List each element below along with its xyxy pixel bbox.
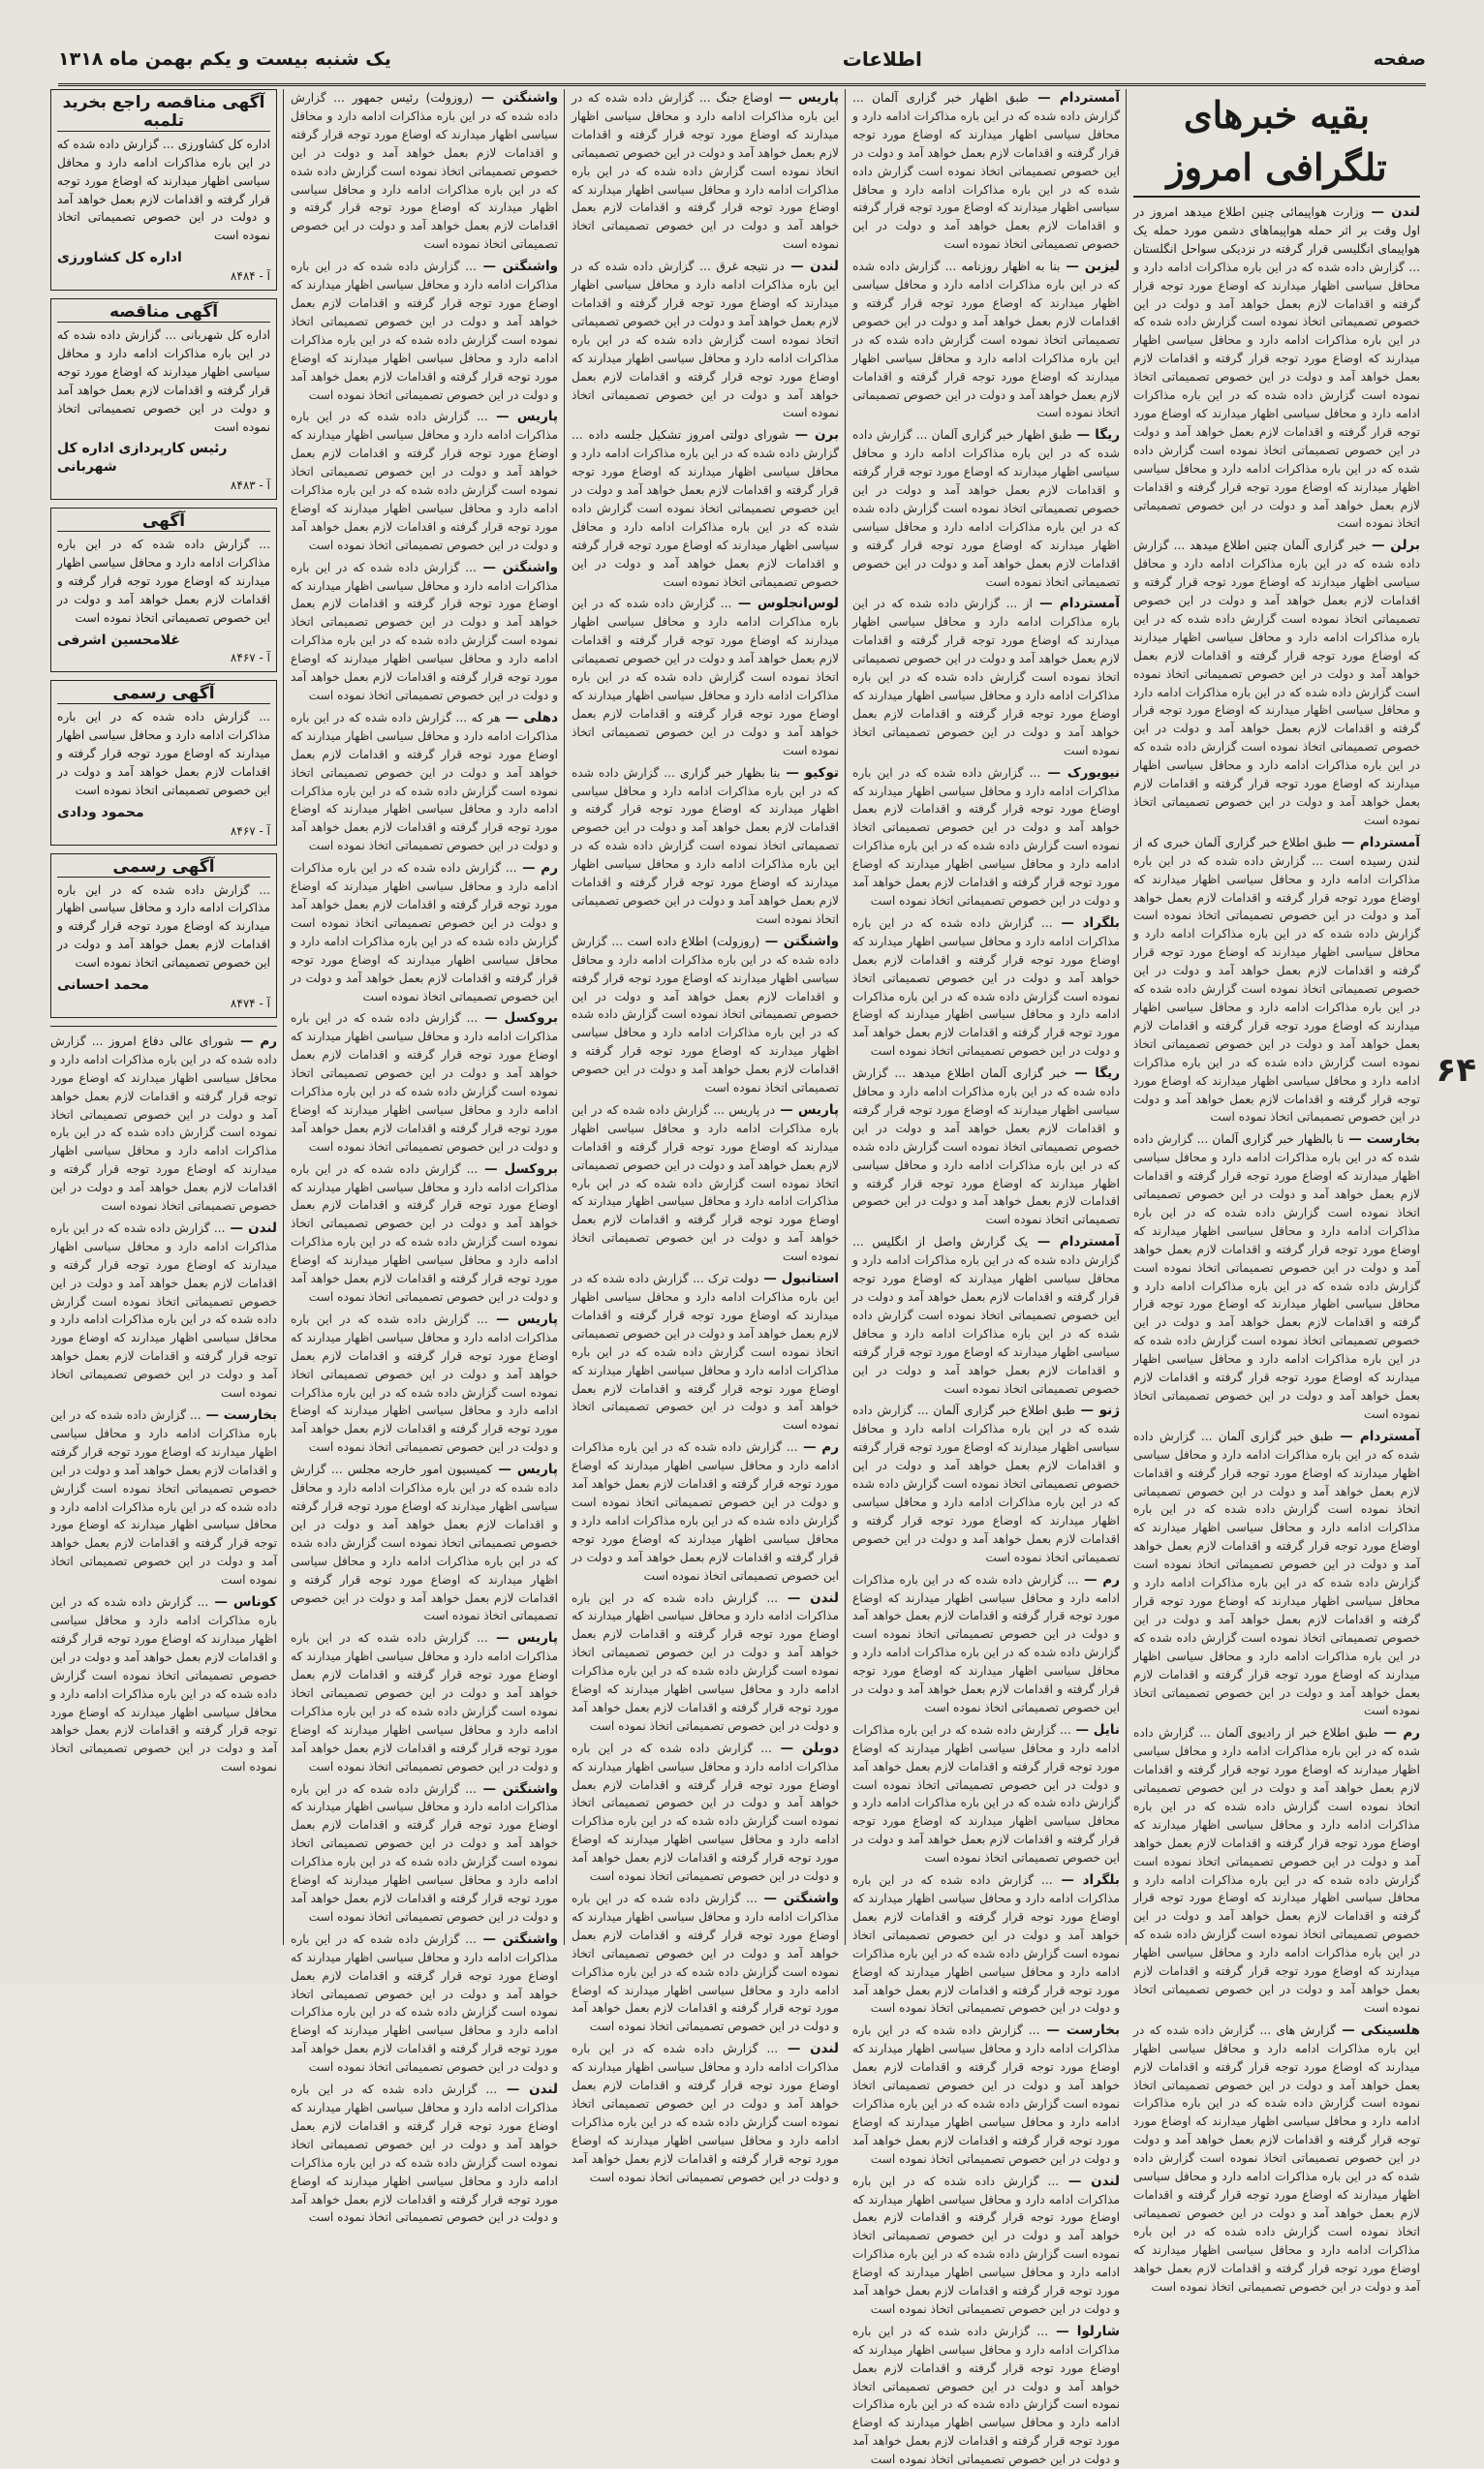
dateline: رم — <box>516 860 558 877</box>
news-text: ... <box>477 2083 498 2097</box>
news-text: ... <box>460 1011 479 1026</box>
news-item <box>852 1571 1120 1717</box>
dateline: بلگراد — <box>1052 1872 1120 1889</box>
news-item <box>852 595 1120 759</box>
dateline: لندن — <box>784 259 839 275</box>
column-rule <box>845 89 846 1945</box>
dateline: واشنگتن — <box>476 559 559 575</box>
news-text: طبق خبر گزاری آلمان ... <box>1194 1429 1334 1443</box>
news-text: طبق اظهار خبر گزاری آلمان ... <box>852 91 1029 105</box>
body-filler: گزارش داده شده که در این باره مذاکرات ادامه دارد و محافل سیاسی اظهار میدارند که اوضاع مورد توجه قرار گرفته و اقدامات لازم بعمل خواهد آمد و دولت در این خصوص تصمیماتی اتخاذ نموده است گزارش داده شده که در این باره مذاکرات ادامه دارد و محافل سیاسی اظهار میدارند که اوضاع مورد توجه قرار گرفته و اقدامات لازم بعمل خواهد آمد و دولت در این خصوص تصمیماتی اتخاذ نموده است <box>291 560 558 702</box>
news-text: ... <box>1038 2174 1060 2188</box>
news-text: ... <box>1023 765 1041 780</box>
news-item <box>572 1438 839 1585</box>
news-item <box>291 1461 558 1625</box>
ad-body: ... گزارش داده شده که در این باره مذاکرات ادامه دارد و محافل سیاسی اظهار میدارند که اوضاع مورد توجه قرار گرفته و اقدامات لازم بعمل خواهد آمد و دولت در این خصوص تصمیماتی اتخاذ نموده است <box>57 882 270 971</box>
dateline: آمستردام — <box>1028 90 1120 106</box>
news-item <box>572 1589 839 1736</box>
body-filler: گزارش داده شده که در این باره مذاکرات ادامه دارد و محافل سیاسی اظهار میدارند که اوضاع مورد توجه قرار گرفته و اقدامات لازم بعمل خواهد آمد و دولت در این خصوص تصمیماتی اتخاذ نموده است گزارش داده شده که در این باره مذاکرات ادامه دارد و محافل سیاسی اظهار میدارند که اوضاع مورد توجه قرار گرفته و اقدامات لازم بعمل خواهد آمد و دولت در این خصوص تصمیماتی اتخاذ نموده است <box>572 2042 839 2184</box>
dateline: واشنگتن — <box>473 90 558 106</box>
dateline: لوس‌انجلوس — <box>731 596 840 612</box>
news-text: در پاریس ... <box>708 1102 775 1117</box>
dateline: ریگا — <box>1067 1065 1120 1082</box>
news-item <box>1133 1428 1420 1721</box>
news-text: خبر گزاری آلمان چنین اطلاع میدهد ... <box>1168 539 1367 553</box>
body-filler: گزارش داده شده که در این باره مذاکرات ادامه دارد و محافل سیاسی اظهار میدارند که اوضاع مورد توجه قرار گرفته و اقدامات لازم بعمل خواهد آمد و دولت در این خصوص تصمیماتی اتخاذ نموده است گزارش داده شده که در این باره مذاکرات ادامه دارد و محافل سیاسی اظهار میدارند که اوضاع مورد توجه قرار گرفته و اقدامات لازم بعمل خواهد آمد و دولت در این خصوص تصمیماتی اتخاذ نموده است <box>572 765 839 926</box>
body-filler: گزارش داده شده که در این باره مذاکرات ادامه دارد و محافل سیاسی اظهار میدارند که اوضاع مورد توجه قرار گرفته و اقدامات لازم بعمل خواهد آمد و دولت در این خصوص تصمیماتی اتخاذ نموده است گزارش داده شده که در این باره مذاکرات ادامه دارد و محافل سیاسی اظهار میدارند که اوضاع مورد توجه قرار گرفته و اقدامات لازم بعمل خواهد آمد و دولت در این خصوص تصمیماتی اتخاذ نموده است گزارش داده شده که در این باره مذاکرات ادامه دارد و محافل سیاسی اظهار میدارند که اوضاع مورد توجه قرار گرفته و اقدامات لازم بعمل خواهد آمد و دولت در این خصوص تصمیماتی اتخاذ نموده است گزارش داده شده که در این باره مذاکرات ادامه دارد و محافل سیاسی اظهار میدارند که اوضاع مورد توجه قرار گرفته و اقدامات لازم بعمل خواهد آمد و دولت در این خصوص تصمیماتی اتخاذ نموده است <box>1133 1429 1420 1718</box>
news-text: گزارش های ... <box>1254 2022 1337 2037</box>
news-item <box>852 1871 1120 2018</box>
body-filler: گزارش داده شده که در این باره مذاکرات ادامه دارد و محافل سیاسی اظهار میدارند که اوضاع مورد توجه قرار گرفته و اقدامات لازم بعمل خواهد آمد و دولت در این خصوص تصمیماتی اتخاذ نموده است گزارش داده شده که در این باره مذاکرات ادامه دارد و محافل سیاسی اظهار میدارند که اوضاع مورد توجه قرار گرفته و اقدامات لازم بعمل خواهد آمد و دولت در این خصوص تصمیماتی اتخاذ نموده است گزارش داده شده که در این باره مذاکرات ادامه دارد و محافل سیاسی اظهار میدارند که اوضاع مورد توجه قرار گرفته و اقدامات لازم بعمل خواهد آمد و دولت در این خصوص تصمیماتی اتخاذ نموده است گزارش داده شده که در این باره مذاکرات ادامه دارد و محافل سیاسی اظهار میدارند که اوضاع مورد توجه قرار گرفته و اقدامات لازم بعمل خواهد آمد و دولت در این خصوص تصمیماتی اتخاذ نموده است <box>1133 539 1420 827</box>
ad-box <box>50 89 277 291</box>
column-3-items <box>572 89 839 2187</box>
news-item <box>50 1033 277 1216</box>
dateline: بخارست — <box>1039 2022 1121 2039</box>
body-filler: گزارش داده شده که در این باره مذاکرات ادامه دارد و محافل سیاسی اظهار میدارند که اوضاع مورد توجه قرار گرفته و اقدامات لازم بعمل خواهد آمد و دولت در این خصوص تصمیماتی اتخاذ نموده است گزارش داده شده که در این باره مذاکرات ادامه دارد و محافل سیاسی اظهار میدارند که اوضاع مورد توجه قرار گرفته و اقدامات لازم بعمل خواهد آمد و دولت در این خصوص تصمیماتی اتخاذ نموده است <box>852 1722 1120 1866</box>
news-text: نا بالظهار خبر گزاری آلمان ... <box>1192 1132 1345 1147</box>
news-item <box>852 89 1120 254</box>
body-filler: گزارش داده شده که در این باره مذاکرات ادامه دارد و محافل سیاسی اظهار میدارند که اوضاع مورد توجه قرار گرفته و اقدامات لازم بعمل خواهد آمد و دولت در این خصوص تصمیماتی اتخاذ نموده است گزارش داده شده که در این باره مذاکرات ادامه دارد و محافل سیاسی اظهار میدارند که اوضاع مورد توجه قرار گرفته و اقدامات لازم بعمل خواهد آمد و دولت در این خصوص تصمیماتی اتخاذ نموده است گزارش داده شده که در این باره مذاکرات ادامه دارد و محافل سیاسی اظهار میدارند که اوضاع مورد توجه قرار گرفته و اقدامات لازم بعمل خواهد آمد و دولت در این خصوص تصمیماتی اتخاذ نموده است گزارش داده شده که در این باره مذاکرات ادامه دارد و محافل سیاسی اظهار میدارند که اوضاع مورد توجه قرار گرفته و اقدامات لازم بعمل خواهد آمد و دولت در این خصوص تصمیماتی اتخاذ نموده است <box>1133 260 1420 531</box>
dateline: پاریس — <box>775 1101 839 1118</box>
news-item <box>291 258 558 404</box>
body-filler: گزارش داده شده که در این باره مذاکرات ادامه دارد و محافل سیاسی اظهار میدارند که اوضاع مورد توجه قرار گرفته و اقدامات لازم بعمل خواهد آمد و دولت در این خصوص تصمیماتی اتخاذ نموده است گزارش داده شده که در این باره مذاکرات ادامه دارد و محافل سیاسی اظهار میدارند که اوضاع مورد توجه قرار گرفته و اقدامات لازم بعمل خواهد آمد و دولت در این خصوص تصمیماتی اتخاذ نموده است <box>291 1931 558 2075</box>
dateline: بخارست — <box>201 1407 278 1423</box>
news-text: ... <box>740 1892 757 1905</box>
news-item <box>291 89 558 254</box>
column-3 <box>572 89 840 2184</box>
body-filler: گزارش داده شده که در این باره مذاکرات ادامه دارد و محافل سیاسی اظهار میدارند که اوضاع مورد توجه قرار گرفته و اقدامات لازم بعمل خواهد آمد و دولت در این خصوص تصمیماتی اتخاذ نموده است گزارش داده شده که در این باره مذاکرات ادامه دارد و محافل سیاسی اظهار میدارند که اوضاع مورد توجه قرار گرفته و اقدامات لازم بعمل خواهد آمد و دولت در این خصوص تصمیماتی اتخاذ نموده است <box>852 915 1120 1059</box>
dateline: واشنگتن — <box>757 1891 840 1906</box>
body-filler: گزارش داده شده که در این باره مذاکرات ادامه دارد و محافل سیاسی اظهار میدارند که اوضاع مورد توجه قرار گرفته و اقدامات لازم بعمل خواهد آمد و دولت در این خصوص تصمیماتی اتخاذ نموده است گزارش داده شده که در این باره مذاکرات ادامه دارد و محافل سیاسی اظهار میدارند که اوضاع مورد توجه قرار گرفته و اقدامات لازم بعمل خواهد آمد و دولت در این خصوص تصمیماتی اتخاذ نموده است <box>291 2083 558 2225</box>
news-text: از ... <box>1000 597 1033 611</box>
dateline: کوناس — <box>208 1594 278 1611</box>
news-text: کمیسیون امور خارجه مجلس ... <box>325 1463 493 1477</box>
body-filler: گزارش داده شده که در این باره مذاکرات ادامه دارد و محافل سیاسی اظهار میدارند که اوضاع مورد توجه قرار گرفته و اقدامات لازم بعمل خواهد آمد و دولت در این خصوص تصمیماتی اتخاذ نموده است گزارش داده شده که در این باره مذاکرات ادامه دارد و محافل سیاسی اظهار میدارند که اوضاع مورد توجه قرار گرفته و اقدامات لازم بعمل خواهد آمد و دولت در این خصوص تصمیماتی اتخاذ نموده است <box>572 91 839 252</box>
body-filler: گزارش داده شده که در این باره مذاکرات ادامه دارد و محافل سیاسی اظهار میدارند که اوضاع مورد توجه قرار گرفته و اقدامات لازم بعمل خواهد آمد و دولت در این خصوص تصمیماتی اتخاذ نموده است گزارش داده شده که در این باره مذاکرات ادامه دارد و محافل سیاسی اظهار میدارند که اوضاع مورد توجه قرار گرفته و اقدامات لازم بعمل خواهد آمد و دولت در این خصوص تصمیماتی اتخاذ نموده است <box>852 1066 1120 1227</box>
news-text: شورای عالی دفاع امروز ... <box>85 1034 234 1048</box>
news-item <box>852 1721 1120 1867</box>
news-item <box>291 1930 558 2077</box>
dateline: نیویورک — <box>1040 764 1121 781</box>
news-item <box>572 1270 839 1435</box>
news-item <box>852 1233 1120 1398</box>
news-text: ... <box>1022 2023 1040 2038</box>
dateline: دوبلن — <box>771 1740 840 1756</box>
news-text: ... <box>459 1931 477 1946</box>
dateline: بروکسل — <box>478 1010 559 1027</box>
dateline: لندن — <box>497 2082 559 2098</box>
dateline: استانبول — <box>758 1271 839 1287</box>
news-text: شورای دولتی امروز تشکیل جلسه داده ... <box>572 428 788 443</box>
body-filler: گزارش داده شده که در این باره مذاکرات ادامه دارد و محافل سیاسی اظهار میدارند که اوضاع مورد توجه قرار گرفته و اقدامات لازم بعمل خواهد آمد و دولت در این خصوص تصمیماتی اتخاذ نموده است گزارش داده شده که در این باره مذاکرات ادامه دارد و محافل سیاسی اظهار میدارند که اوضاع مورد توجه قرار گرفته و اقدامات لازم بعمل خواهد آمد و دولت در این خصوص تصمیماتی اتخاذ نموده است <box>852 260 1120 420</box>
dateline: لندن — <box>778 2041 840 2057</box>
body-filler: گزارش داده شده که در این باره مذاکرات ادامه دارد و محافل سیاسی اظهار میدارند که اوضاع مورد توجه قرار گرفته و اقدامات لازم بعمل خواهد آمد و دولت در این خصوص تصمیماتی اتخاذ نموده است گزارش داده شده که در این باره مذاکرات ادامه دارد و محافل سیاسی اظهار میدارند که اوضاع مورد توجه قرار گرفته و اقدامات لازم بعمل خواهد آمد و دولت در این خصوص تصمیماتی اتخاذ نموده است <box>291 1463 558 1623</box>
ad-body: ... گزارش داده شده که در این باره مذاکرات ادامه دارد و محافل سیاسی اظهار میدارند که اوضاع مورد توجه قرار گرفته و اقدامات لازم بعمل خواهد آمد و دولت در این خصوص تصمیماتی اتخاذ نموده است <box>57 538 270 625</box>
news-item <box>291 559 558 705</box>
news-text: ... <box>459 1781 477 1796</box>
dateline: توکیو — <box>780 764 840 781</box>
news-text: (روزولت) رئیس جمهور ... <box>325 91 474 105</box>
body-filler: گزارش داده شده که در این باره مذاکرات ادامه دارد و محافل سیاسی اظهار میدارند که اوضاع مورد توجه قرار گرفته و اقدامات لازم بعمل خواهد آمد و دولت در این خصوص تصمیماتی اتخاذ نموده است گزارش داده شده که در این باره مذاکرات ادامه دارد و محافل سیاسی اظهار میدارند که اوضاع مورد توجه قرار گرفته و اقدامات لازم بعمل خواهد آمد و دولت در این خصوص تصمیماتی اتخاذ نموده است <box>572 260 839 420</box>
news-item <box>572 1890 839 2036</box>
ad-number: آ - ۸۴۷۴ <box>230 996 270 1010</box>
news-text: ... <box>1056 1722 1071 1737</box>
news-item <box>1133 834 1420 1127</box>
dateline: پاریس — <box>487 1630 558 1647</box>
section-title: بقیه خبرهای تلگرافی امروز <box>1133 89 1420 198</box>
ad-signature: اداره کل کشاورزی <box>57 250 182 266</box>
news-text: ... <box>501 861 517 876</box>
news-item <box>1133 537 1420 830</box>
news-text: بنا بظهار خبر گزاری ... <box>659 765 781 780</box>
body-filler: گزارش داده شده که در این باره مذاکرات ادامه دارد و محافل سیاسی اظهار میدارند که اوضاع مورد توجه قرار گرفته و اقدامات لازم بعمل خواهد آمد و دولت در این خصوص تصمیماتی اتخاذ نموده است گزارش داده شده که در این باره مذاکرات ادامه دارد و محافل سیاسی اظهار میدارند که اوضاع مورد توجه قرار گرفته و اقدامات لازم بعمل خواهد آمد و دولت در این خصوص تصمیماتی اتخاذ نموده است <box>572 1892 839 2034</box>
body-filler: گزارش داده شده که در این باره مذاکرات ادامه دارد و محافل سیاسی اظهار میدارند که اوضاع مورد توجه قرار گرفته و اقدامات لازم بعمل خواهد آمد و دولت در این خصوص تصمیماتی اتخاذ نموده است گزارش داده شده که در این باره مذاکرات ادامه دارد و محافل سیاسی اظهار میدارند که اوضاع مورد توجه قرار گرفته و اقدامات لازم بعمل خواهد آمد و دولت در این خصوص تصمیماتی اتخاذ نموده است <box>291 91 558 252</box>
news-text: خبر گزاری آلمان اطلاع میدهد ... <box>887 1066 1067 1081</box>
news-item <box>852 764 1120 910</box>
dateline: رم — <box>1377 1725 1420 1742</box>
dateline: پاریس — <box>487 409 558 425</box>
dateline: نایل — <box>1070 1721 1120 1738</box>
ad-body: اداره کل کشاورزی ... گزارش داده شده که در این باره مذاکرات ادامه دارد و محافل سیاسی اظهار میدارند که اوضاع مورد توجه قرار گرفته و اقدامات لازم بعمل خواهد آمد و دولت در این خصوص تصمیماتی اتخاذ نموده است <box>57 137 270 243</box>
ad-title: آگهی رسمی <box>57 685 270 704</box>
dateline: لندن — <box>1059 2173 1121 2189</box>
news-text: ... <box>753 1741 772 1755</box>
dateline: واشنگتن — <box>476 1780 559 1797</box>
news-text: یک گزارش واصل از انگلیس ... <box>852 1235 1029 1250</box>
news-text: ... <box>469 1312 488 1326</box>
news-item <box>572 1101 839 1266</box>
news-item <box>572 89 839 254</box>
ad-number: آ - ۸۴۸۳ <box>230 478 270 493</box>
body-filler: گزارش داده شده که در این باره مذاکرات ادامه دارد و محافل سیاسی اظهار میدارند که اوضاع مورد توجه قرار گرفته و اقدامات لازم بعمل خواهد آمد و دولت در این خصوص تصمیماتی اتخاذ نموده است گزارش داده شده که در این باره مذاکرات ادامه دارد و محافل سیاسی اظهار میدارند که اوضاع مورد توجه قرار گرفته و اقدامات لازم بعمل خواهد آمد و دولت در این خصوص تصمیماتی اتخاذ نموده است <box>572 934 839 1096</box>
news-text: ... <box>186 1408 201 1422</box>
column-1-items <box>1133 203 1420 2296</box>
issue-date: یک شنبه بیست و یکم بهمن ماه ۱۳۱۸ <box>58 48 391 70</box>
news-item <box>852 1402 1120 1566</box>
news-text: ... <box>1034 915 1053 930</box>
dateline: برلن — <box>1366 538 1420 554</box>
dateline: بروکسل — <box>478 1160 559 1177</box>
page-label: صفحه <box>1373 48 1426 70</box>
column-4-items <box>291 89 558 2227</box>
body-filler: گزارش داده شده که در این باره مذاکرات ادامه دارد و محافل سیاسی اظهار میدارند که اوضاع مورد توجه قرار گرفته و اقدامات لازم بعمل خواهد آمد و دولت در این خصوص تصمیماتی اتخاذ نموده است گزارش داده شده که در این باره مذاکرات ادامه دارد و محافل سیاسی اظهار میدارند که اوضاع مورد توجه قرار گرفته و اقدامات لازم بعمل خواهد آمد و دولت در این خصوص تصمیماتی اتخاذ نموده است گزارش داده شده که در این باره مذاکرات ادامه دارد و محافل سیاسی اظهار میدارند که اوضاع مورد توجه قرار گرفته و اقدامات لازم بعمل خواهد آمد و دولت در این خصوص تصمیماتی اتخاذ نموده است گزارش داده شده که در این باره مذاکرات ادامه دارد و محافل سیاسی اظهار میدارند که اوضاع مورد توجه قرار گرفته و اقدامات لازم بعمل خواهد آمد و دولت در این خصوص تصمیماتی اتخاذ نموده است <box>1133 1132 1420 1421</box>
dateline: دهلی — <box>500 709 559 725</box>
news-text: طبق اطلاع خبر گزاری آلمان خبری که از لندن رسیده است ... <box>1133 835 1420 868</box>
news-text: ... <box>469 410 488 424</box>
column-5-items <box>50 1033 277 1776</box>
dateline: هلسینکی — <box>1336 2021 1420 2038</box>
news-text: ... <box>715 597 732 611</box>
column-2 <box>852 89 1121 2467</box>
body-filler: گزارش داده شده که در این باره مذاکرات ادامه دارد و محافل سیاسی اظهار میدارند که اوضاع مورد توجه قرار گرفته و اقدامات لازم بعمل خواهد آمد و دولت در این خصوص تصمیماتی اتخاذ نموده است گزارش داده شده که در این باره مذاکرات ادامه دارد و محافل سیاسی اظهار میدارند که اوضاع مورد توجه قرار گرفته و اقدامات لازم بعمل خواهد آمد و دولت در این خصوص تصمیماتی اتخاذ نموده است <box>291 410 558 552</box>
news-text: دولت ترک ... <box>688 1272 759 1286</box>
ad-box <box>50 680 277 845</box>
news-text: (روزولت) اطلاع داده است ... <box>606 934 760 948</box>
news-item <box>572 426 839 591</box>
news-item <box>852 258 1120 422</box>
ad-title: آگهی رسمی <box>57 858 270 878</box>
news-text: ... <box>460 1161 479 1176</box>
body-filler: گزارش داده شده که در این باره مذاکرات ادامه دارد و محافل سیاسی اظهار میدارند که اوضاع مورد توجه قرار گرفته و اقدامات لازم بعمل خواهد آمد و دولت در این خصوص تصمیماتی اتخاذ نموده است گزارش داده شده که در این باره مذاکرات ادامه دارد و محافل سیاسی اظهار میدارند که اوضاع مورد توجه قرار گرفته و اقدامات لازم بعمل خواهد آمد و دولت در این خصوص تصمیماتی اتخاذ نموده است <box>852 1873 1120 2016</box>
news-item <box>291 709 558 855</box>
news-text: طبق اطلاع خبر از رادیوی آلمان ... <box>1193 1726 1378 1741</box>
ad-box <box>50 298 277 500</box>
news-item <box>50 1219 277 1403</box>
column-rule <box>1126 89 1127 1945</box>
news-item <box>852 2021 1120 2168</box>
body-filler: گزارش داده شده که در این باره مذاکرات ادامه دارد و محافل سیاسی اظهار میدارند که اوضاع مورد توجه قرار گرفته و اقدامات لازم بعمل خواهد آمد و دولت در این خصوص تصمیماتی اتخاذ نموده است گزارش داده شده که در این باره مذاکرات ادامه دارد و محافل سیاسی اظهار میدارند که اوضاع مورد توجه قرار گرفته و اقدامات لازم بعمل خواهد آمد و دولت در این خصوص تصمیماتی اتخاذ نموده است <box>291 710 558 853</box>
news-item <box>291 1160 558 1307</box>
dateline: لندن — <box>778 1589 840 1606</box>
body-filler: گزارش داده شده که در این باره مذاکرات ادامه دارد و محافل سیاسی اظهار میدارند که اوضاع مورد توجه قرار گرفته و اقدامات لازم بعمل خواهد آمد و دولت در این خصوص تصمیماتی اتخاذ نموده است گزارش داده شده که در این باره مذاکرات ادامه دارد و محافل سیاسی اظهار میدارند که اوضاع مورد توجه قرار گرفته و اقدامات لازم بعمل خواهد آمد و دولت در این خصوص تصمیماتی اتخاذ نموده است <box>50 1034 277 1214</box>
ad-body: ... گزارش داده شده که در این باره مذاکرات ادامه دارد و محافل سیاسی اظهار میدارند که اوضاع مورد توجه قرار گرفته و اقدامات لازم بعمل خواهد آمد و دولت در این خصوص تصمیماتی اتخاذ نموده است <box>57 710 270 797</box>
body-filler: گزارش داده شده که در این باره مذاکرات ادامه دارد و محافل سیاسی اظهار میدارند که اوضاع مورد توجه قرار گرفته و اقدامات لازم بعمل خواهد آمد و دولت در این خصوص تصمیماتی اتخاذ نموده است گزارش داده شده که در این باره مذاکرات ادامه دارد و محافل سیاسی اظهار میدارند که اوضاع مورد توجه قرار گرفته و اقدامات لازم بعمل خواهد آمد و دولت در این خصوص تصمیماتی اتخاذ نموده است <box>572 1741 839 1884</box>
ad-signature: رئیس کارپردازی اداره کل شهربانی <box>57 441 228 476</box>
news-text: اوضاع جنگ ... <box>694 91 773 105</box>
news-text: ... <box>757 2042 779 2056</box>
dateline: رم — <box>233 1033 277 1049</box>
column-4 <box>291 89 559 2225</box>
news-item <box>291 1311 558 1457</box>
body-filler: گزارش داده شده که در این باره مذاکرات ادامه دارد و محافل سیاسی اظهار میدارند که اوضاع مورد توجه قرار گرفته و اقدامات لازم بعمل خواهد آمد و دولت در این خصوص تصمیماتی اتخاذ نموده است گزارش داده شده که در این باره مذاکرات ادامه دارد و محافل سیاسی اظهار میدارند که اوضاع مورد توجه قرار گرفته و اقدامات لازم بعمل خواهد آمد و دولت در این خصوص تصمیماتی اتخاذ نموده است <box>852 108 1120 252</box>
news-item <box>852 2173 1120 2319</box>
ad-title: آگهی <box>57 512 270 532</box>
body-filler: گزارش داده شده که در این باره مذاکرات ادامه دارد و محافل سیاسی اظهار میدارند که اوضاع مورد توجه قرار گرفته و اقدامات لازم بعمل خواهد آمد و دولت در این خصوص تصمیماتی اتخاذ نموده است گزارش داده شده که در این باره مذاکرات ادامه دارد و محافل سیاسی اظهار میدارند که اوضاع مورد توجه قرار گرفته و اقدامات لازم بعمل خواهد آمد و دولت در این خصوص تصمیماتی اتخاذ نموده است <box>50 1220 277 1401</box>
news-item <box>852 914 1120 1061</box>
news-item <box>572 258 839 422</box>
dateline: پاریس — <box>772 90 839 106</box>
news-item <box>572 764 839 929</box>
body-filler: گزارش داده شده که در این باره مذاکرات ادامه دارد و محافل سیاسی اظهار میدارند که اوضاع مورد توجه قرار گرفته و اقدامات لازم بعمل خواهد آمد و دولت در این خصوص تصمیماتی اتخاذ نموده است گزارش داده شده که در این باره مذاکرات ادامه دارد و محافل سیاسی اظهار میدارند که اوضاع مورد توجه قرار گرفته و اقدامات لازم بعمل خواهد آمد و دولت در این خصوص تصمیماتی اتخاذ نموده است <box>291 1631 558 1774</box>
dateline: آمستردام — <box>1028 1234 1120 1250</box>
body-filler: گزارش داده شده که در این باره مذاکرات ادامه دارد و محافل سیاسی اظهار میدارند که اوضاع مورد توجه قرار گرفته و اقدامات لازم بعمل خواهد آمد و دولت در این خصوص تصمیماتی اتخاذ نموده است گزارش داده شده که در این باره مذاکرات ادامه دارد و محافل سیاسی اظهار میدارند که اوضاع مورد توجه قرار گرفته و اقدامات لازم بعمل خواهد آمد و دولت در این خصوص تصمیماتی اتخاذ نموده است <box>291 1312 558 1455</box>
news-item <box>572 1740 839 1886</box>
dateline: آمستردام — <box>1333 1428 1420 1444</box>
ad-number: آ - ۸۴۸۴ <box>230 269 270 284</box>
dateline: واشنگتن — <box>759 933 840 949</box>
body-filler: گزارش داده شده که در این باره مذاکرات ادامه دارد و محافل سیاسی اظهار میدارند که اوضاع مورد توجه قرار گرفته و اقدامات لازم بعمل خواهد آمد و دولت در این خصوص تصمیماتی اتخاذ نموده است گزارش داده شده که در این باره مذاکرات ادامه دارد و محافل سیاسی اظهار میدارند که اوضاع مورد توجه قرار گرفته و اقدامات لازم بعمل خواهد آمد و دولت در این خصوص تصمیماتی اتخاذ نموده است <box>572 1272 839 1433</box>
body-filler: گزارش داده شده که در این باره مذاکرات ادامه دارد و محافل سیاسی اظهار میدارند که اوضاع مورد توجه قرار گرفته و اقدامات لازم بعمل خواهد آمد و دولت در این خصوص تصمیماتی اتخاذ نموده است گزارش داده شده که در این باره مذاکرات ادامه دارد و محافل سیاسی اظهار میدارند که اوضاع مورد توجه قرار گرفته و اقدامات لازم بعمل خواهد آمد و دولت در این خصوص تصمیماتی اتخاذ نموده است <box>852 765 1120 908</box>
news-item <box>50 1406 277 1589</box>
divider <box>50 1026 277 1027</box>
news-item <box>572 933 839 1097</box>
news-item <box>1133 1130 1420 1424</box>
body-filler: گزارش داده شده که در این باره مذاکرات ادامه دارد و محافل سیاسی اظهار میدارند که اوضاع مورد توجه قرار گرفته و اقدامات لازم بعمل خواهد آمد و دولت در این خصوص تصمیماتی اتخاذ نموده است گزارش داده شده که در این باره مذاکرات ادامه دارد و محافل سیاسی اظهار میدارند که اوضاع مورد توجه قرار گرفته و اقدامات لازم بعمل خواهد آمد و دولت در این خصوص تصمیماتی اتخاذ نموده است <box>852 428 1120 589</box>
news-text: ... <box>192 1595 209 1610</box>
news-text: ... <box>459 560 477 574</box>
dateline: واشنگتن — <box>476 259 559 275</box>
column-rule <box>564 89 565 1945</box>
body-filler: گزارش داده شده که در این باره مذاکرات ادامه دارد و محافل سیاسی اظهار میدارند که اوضاع مورد توجه قرار گرفته و اقدامات لازم بعمل خواهد آمد و دولت در این خصوص تصمیماتی اتخاذ نموده است گزارش داده شده که در این باره مذاکرات ادامه دارد و محافل سیاسی اظهار میدارند که اوضاع مورد توجه قرار گرفته و اقدامات لازم بعمل خواهد آمد و دولت در این خصوص تصمیماتی اتخاذ نموده است <box>291 1161 558 1304</box>
body-filler: گزارش داده شده که در این باره مذاکرات ادامه دارد و محافل سیاسی اظهار میدارند که اوضاع مورد توجه قرار گرفته و اقدامات لازم بعمل خواهد آمد و دولت در این خصوص تصمیماتی اتخاذ نموده است گزارش داده شده که در این باره مذاکرات ادامه دارد و محافل سیاسی اظهار میدارند که اوضاع مورد توجه قرار گرفته و اقدامات لازم بعمل خواهد آمد و دولت در این خصوص تصمیماتی اتخاذ نموده است <box>852 2174 1120 2316</box>
ad-box <box>50 853 277 1018</box>
body-filler: گزارش داده شده که در این باره مذاکرات ادامه دارد و محافل سیاسی اظهار میدارند که اوضاع مورد توجه قرار گرفته و اقدامات لازم بعمل خواهد آمد و دولت در این خصوص تصمیماتی اتخاذ نموده است گزارش داده شده که در این باره مذاکرات ادامه دارد و محافل سیاسی اظهار میدارند که اوضاع مورد توجه قرار گرفته و اقدامات لازم بعمل خواهد آمد و دولت در این خصوص تصمیماتی اتخاذ نموده است <box>291 861 558 1003</box>
body-filler: گزارش داده شده که در این باره مذاکرات ادامه دارد و محافل سیاسی اظهار میدارند که اوضاع مورد توجه قرار گرفته و اقدامات لازم بعمل خواهد آمد و دولت در این خصوص تصمیماتی اتخاذ نموده است گزارش داده شده که در این باره مذاکرات ادامه دارد و محافل سیاسی اظهار میدارند که اوضاع مورد توجه قرار گرفته و اقدامات لازم بعمل خواهد آمد و دولت در این خصوص تصمیماتی اتخاذ نموده است <box>852 1404 1120 1564</box>
body-filler: گزارش داده شده که در این باره مذاکرات ادامه دارد و محافل سیاسی اظهار میدارند که اوضاع مورد توجه قرار گرفته و اقدامات لازم بعمل خواهد آمد و دولت در این خصوص تصمیماتی اتخاذ نموده است گزارش داده شده که در این باره مذاکرات ادامه دارد و محافل سیاسی اظهار میدارند که اوضاع مورد توجه قرار گرفته و اقدامات لازم بعمل خواهد آمد و دولت در این خصوص تصمیماتی اتخاذ نموده است <box>852 1253 1120 1396</box>
news-item <box>291 408 558 554</box>
body-filler: گزارش داده شده که در این باره مذاکرات ادامه دارد و محافل سیاسی اظهار میدارند که اوضاع مورد توجه قرار گرفته و اقدامات لازم بعمل خواهد آمد و دولت در این خصوص تصمیماتی اتخاذ نموده است گزارش داده شده که در این باره مذاکرات ادامه دارد و محافل سیاسی اظهار میدارند که اوضاع مورد توجه قرار گرفته و اقدامات لازم بعمل خواهد آمد و دولت در این خصوص تصمیماتی اتخاذ نموده است <box>852 597 1120 757</box>
news-item <box>1133 203 1420 533</box>
news-text: طبق اظهار خبر گزاری آلمان ... <box>912 428 1072 443</box>
news-text: ... <box>1063 1572 1079 1587</box>
dateline: آمستردام — <box>1336 834 1420 850</box>
body-filler: گزارش داده شده که در این باره مذاکرات ادامه دارد و محافل سیاسی اظهار میدارند که اوضاع مورد توجه قرار گرفته و اقدامات لازم بعمل خواهد آمد و دولت در این خصوص تصمیماتی اتخاذ نموده است گزارش داده شده که در این باره مذاکرات ادامه دارد و محافل سیاسی اظهار میدارند که اوضاع مورد توجه قرار گرفته و اقدامات لازم بعمل خواهد آمد و دولت در این خصوص تصمیماتی اتخاذ نموده است <box>50 1408 277 1588</box>
news-item <box>852 2323 1120 2469</box>
dateline: واشنگتن — <box>476 1930 559 1947</box>
body-filler: گزارش داده شده که در این باره مذاکرات ادامه دارد و محافل سیاسی اظهار میدارند که اوضاع مورد توجه قرار گرفته و اقدامات لازم بعمل خواهد آمد و دولت در این خصوص تصمیماتی اتخاذ نموده است گزارش داده شده که در این باره مذاکرات ادامه دارد و محافل سیاسی اظهار میدارند که اوضاع مورد توجه قرار گرفته و اقدامات لازم بعمل خواهد آمد و دولت در این خصوص تصمیماتی اتخاذ نموده است گزارش داده شده که در این باره مذاکرات ادامه دارد و محافل سیاسی اظهار میدارند که اوضاع مورد توجه قرار گرفته و اقدامات لازم بعمل خواهد آمد و دولت در این خصوص تصمیماتی اتخاذ نموده است گزارش داده شده که در این باره مذاکرات ادامه دارد و محافل سیاسی اظهار میدارند که اوضاع مورد توجه قرار گرفته و اقدامات لازم بعمل خواهد آمد و دولت در این خصوص تصمیماتی اتخاذ نموده است <box>1133 2022 1420 2294</box>
ad-signature: محمود ودادی <box>57 804 144 820</box>
news-item <box>50 1593 277 1776</box>
masthead <box>58 35 1426 86</box>
body-filler: گزارش داده شده که در این باره مذاکرات ادامه دارد و محافل سیاسی اظهار میدارند که اوضاع مورد توجه قرار گرفته و اقدامات لازم بعمل خواهد آمد و دولت در این خصوص تصمیماتی اتخاذ نموده است گزارش داده شده که در این باره مذاکرات ادامه دارد و محافل سیاسی اظهار میدارند که اوضاع مورد توجه قرار گرفته و اقدامات لازم بعمل خواهد آمد و دولت در این خصوص تصمیماتی اتخاذ نموده است <box>572 597 839 757</box>
body-filler: گزارش داده شده که در این باره مذاکرات ادامه دارد و محافل سیاسی اظهار میدارند که اوضاع مورد توجه قرار گرفته و اقدامات لازم بعمل خواهد آمد و دولت در این خصوص تصمیماتی اتخاذ نموده است گزارش داده شده که در این باره مذاکرات ادامه دارد و محافل سیاسی اظهار میدارند که اوضاع مورد توجه قرار گرفته و اقدامات لازم بعمل خواهد آمد و دولت در این خصوص تصمیماتی اتخاذ نموده است <box>852 1572 1120 1714</box>
dateline: لندن — <box>225 1219 277 1236</box>
news-text: ... <box>209 1220 226 1235</box>
body-filler: گزارش داده شده که در این باره مذاکرات ادامه دارد و محافل سیاسی اظهار میدارند که اوضاع مورد توجه قرار گرفته و اقدامات لازم بعمل خواهد آمد و دولت در این خصوص تصمیماتی اتخاذ نموده است گزارش داده شده که در این باره مذاکرات ادامه دارد و محافل سیاسی اظهار میدارند که اوضاع مورد توجه قرار گرفته و اقدامات لازم بعمل خواهد آمد و دولت در این خصوص تصمیماتی اتخاذ نموده است گزارش داده شده که در این باره مذاکرات ادامه دارد و محافل سیاسی اظهار میدارند که اوضاع مورد توجه قرار گرفته و اقدامات لازم بعمل خواهد آمد و دولت در این خصوص تصمیماتی اتخاذ نموده است گزارش داده شده که در این باره مذاکرات ادامه دارد و محافل سیاسی اظهار میدارند که اوضاع مورد توجه قرار گرفته و اقدامات لازم بعمل خواهد آمد و دولت در این خصوص تصمیماتی اتخاذ نموده است <box>1133 1726 1420 2015</box>
body-filler: گزارش داده شده که در این باره مذاکرات ادامه دارد و محافل سیاسی اظهار میدارند که اوضاع مورد توجه قرار گرفته و اقدامات لازم بعمل خواهد آمد و دولت در این خصوص تصمیماتی اتخاذ نموده است گزارش داده شده که در این باره مذاکرات ادامه دارد و محافل سیاسی اظهار میدارند که اوضاع مورد توجه قرار گرفته و اقدامات لازم بعمل خواهد آمد و دولت در این خصوص تصمیماتی اتخاذ نموده است <box>291 1011 558 1154</box>
column-rule <box>283 89 284 1945</box>
news-item <box>291 1009 558 1156</box>
ad-body: اداره کل شهربانی ... گزارش داده شده که در این باره مذاکرات ادامه دارد و محافل سیاسی اظهار میدارند که اوضاع مورد توجه قرار گرفته و اقدامات لازم بعمل خواهد آمد و دولت در این خصوص تصمیماتی اتخاذ نموده است <box>57 327 270 434</box>
body-filler: گزارش داده شده که در این باره مذاکرات ادامه دارد و محافل سیاسی اظهار میدارند که اوضاع مورد توجه قرار گرفته و اقدامات لازم بعمل خواهد آمد و دولت در این خصوص تصمیماتی اتخاذ نموده است گزارش داده شده که در این باره مذاکرات ادامه دارد و محافل سیاسی اظهار میدارند که اوضاع مورد توجه قرار گرفته و اقدامات لازم بعمل خواهد آمد و دولت در این خصوص تصمیماتی اتخاذ نموده است <box>572 1440 839 1583</box>
news-item <box>852 426 1120 591</box>
dateline: رم — <box>1078 1571 1120 1588</box>
news-text: ... <box>782 1440 798 1455</box>
news-text: هر که ... <box>451 710 501 725</box>
column-5-ads <box>50 89 277 1945</box>
news-item <box>572 595 839 759</box>
news-text: در نتیجه غرق ... <box>694 260 785 274</box>
dateline: بلگراد — <box>1052 914 1120 931</box>
news-text: ... <box>1030 2324 1048 2338</box>
ad-title: آگهی مناقصه راجع بخرید تلمبه <box>57 94 270 132</box>
ad-number: آ - ۸۴۶۷ <box>230 651 270 665</box>
body-filler: گزارش داده شده که در این باره مذاکرات ادامه دارد و محافل سیاسی اظهار میدارند که اوضاع مورد توجه قرار گرفته و اقدامات لازم بعمل خواهد آمد و دولت در این خصوص تصمیماتی اتخاذ نموده است گزارش داده شده که در این باره مذاکرات ادامه دارد و محافل سیاسی اظهار میدارند که اوضاع مورد توجه قرار گرفته و اقدامات لازم بعمل خواهد آمد و دولت در این خصوص تصمیماتی اتخاذ نموده است <box>572 447 839 589</box>
dateline: پاریس — <box>487 1311 558 1327</box>
news-item <box>572 2040 839 2186</box>
body-filler: گزارش داده شده که در این باره مذاکرات ادامه دارد و محافل سیاسی اظهار میدارند که اوضاع مورد توجه قرار گرفته و اقدامات لازم بعمل خواهد آمد و دولت در این خصوص تصمیماتی اتخاذ نموده است گزارش داده شده که در این باره مذاکرات ادامه دارد و محافل سیاسی اظهار میدارند که اوضاع مورد توجه قرار گرفته و اقدامات لازم بعمل خواهد آمد و دولت در این خصوص تصمیماتی اتخاذ نموده است <box>572 1102 839 1264</box>
news-text: ... <box>757 1590 779 1605</box>
ad-signature: غلامحسین اشرفی <box>57 632 180 648</box>
news-item <box>291 1780 558 1927</box>
news-item <box>291 1629 558 1775</box>
dateline: آمستردام — <box>1032 596 1120 612</box>
dateline: برن — <box>788 427 840 444</box>
body-filler: گزارش داده شده که در این باره مذاکرات ادامه دارد و محافل سیاسی اظهار میدارند که اوضاع مورد توجه قرار گرفته و اقدامات لازم بعمل خواهد آمد و دولت در این خصوص تصمیماتی اتخاذ نموده است گزارش داده شده که در این باره مذاکرات ادامه دارد و محافل سیاسی اظهار میدارند که اوضاع مورد توجه قرار گرفته و اقدامات لازم بعمل خواهد آمد و دولت در این خصوص تصمیماتی اتخاذ نموده است <box>291 1781 558 1924</box>
news-text: ... <box>469 1631 488 1646</box>
news-item <box>852 1065 1120 1229</box>
body-filler: گزارش داده شده که در این باره مذاکرات ادامه دارد و محافل سیاسی اظهار میدارند که اوضاع مورد توجه قرار گرفته و اقدامات لازم بعمل خواهد آمد و دولت در این خصوص تصمیماتی اتخاذ نموده است گزارش داده شده که در این باره مذاکرات ادامه دارد و محافل سیاسی اظهار میدارند که اوضاع مورد توجه قرار گرفته و اقدامات لازم بعمل خواهد آمد و دولت در این خصوص تصمیماتی اتخاذ نموده است <box>852 2023 1120 2166</box>
body-filler: گزارش داده شده که در این باره مذاکرات ادامه دارد و محافل سیاسی اظهار میدارند که اوضاع مورد توجه قرار گرفته و اقدامات لازم بعمل خواهد آمد و دولت در این خصوص تصمیماتی اتخاذ نموده است گزارش داده شده که در این باره مذاکرات ادامه دارد و محافل سیاسی اظهار میدارند که اوضاع مورد توجه قرار گرفته و اقدامات لازم بعمل خواهد آمد و دولت در این خصوص تصمیماتی اتخاذ نموده است <box>291 260 558 402</box>
dateline: ریگا — <box>1071 427 1120 444</box>
body-filler: گزارش داده شده که در این باره مذاکرات ادامه دارد و محافل سیاسی اظهار میدارند که اوضاع مورد توجه قرار گرفته و اقدامات لازم بعمل خواهد آمد و دولت در این خصوص تصمیماتی اتخاذ نموده است گزارش داده شده که در این باره مذاکرات ادامه دارد و محافل سیاسی اظهار میدارند که اوضاع مورد توجه قرار گرفته و اقدامات لازم بعمل خواهد آمد و دولت در این خصوص تصمیماتی اتخاذ نموده است گزارش داده شده که در این باره مذاکرات ادامه دارد و محافل سیاسی اظهار میدارند که اوضاع مورد توجه قرار گرفته و اقدامات لازم بعمل خواهد آمد و دولت در این خصوص تصمیماتی اتخاذ نموده است گزارش داده شده که در این باره مذاکرات ادامه دارد و محافل سیاسی اظهار میدارند که اوضاع مورد توجه قرار گرفته و اقدامات لازم بعمل خواهد آمد و دولت در این خصوص تصمیماتی اتخاذ نموده است <box>1133 853 1420 1125</box>
body-filler: گزارش داده شده که در این باره مذاکرات ادامه دارد و محافل سیاسی اظهار میدارند که اوضاع مورد توجه قرار گرفته و اقدامات لازم بعمل خواهد آمد و دولت در این خصوص تصمیماتی اتخاذ نموده است گزارش داده شده که در این باره مذاکرات ادامه دارد و محافل سیاسی اظهار میدارند که اوضاع مورد توجه قرار گرفته و اقدامات لازم بعمل خواهد آمد و دولت در این خصوص تصمیماتی اتخاذ نموده است <box>572 1590 839 1733</box>
paper-name: اطلاعات <box>842 47 922 71</box>
body-filler: گزارش داده شده که در این باره مذاکرات ادامه دارد و محافل سیاسی اظهار میدارند که اوضاع مورد توجه قرار گرفته و اقدامات لازم بعمل خواهد آمد و دولت در این خصوص تصمیماتی اتخاذ نموده است گزارش داده شده که در این باره مذاکرات ادامه دارد و محافل سیاسی اظهار میدارند که اوضاع مورد توجه قرار گرفته و اقدامات لازم بعمل خواهد آمد و دولت در این خصوص تصمیماتی اتخاذ نموده است <box>50 1595 277 1775</box>
ad-box <box>50 508 277 672</box>
news-text: طبق اطلاع خبر گزاری آلمان ... <box>912 1404 1075 1418</box>
dateline: رم — <box>797 1439 839 1456</box>
news-item <box>1133 2021 1420 2297</box>
body-filler: گزارش داده شده که در این باره مذاکرات ادامه دارد و محافل سیاسی اظهار میدارند که اوضاع مورد توجه قرار گرفته و اقدامات لازم بعمل خواهد آمد و دولت در این خصوص تصمیماتی اتخاذ نموده است گزارش داده شده که در این باره مذاکرات ادامه دارد و محافل سیاسی اظهار میدارند که اوضاع مورد توجه قرار گرفته و اقدامات لازم بعمل خواهد آمد و دولت در این خصوص تصمیماتی اتخاذ نموده است <box>852 2324 1120 2467</box>
dateline: پاریس — <box>492 1462 558 1478</box>
dateline: ژنو — <box>1074 1403 1120 1419</box>
dateline: لیزبن — <box>1060 259 1120 275</box>
news-text: وزارت هواپیمائی چنین اطلاع میدهد امروز در اول وقت بر اثر حمله هواپیماهای دشمن مورد حمله یک هواپیمای انگلیسی قرار گرفته در نزدیکی سواحل انگلستان ... <box>1133 205 1420 274</box>
column-1 <box>1133 89 1420 2294</box>
news-item <box>291 2081 558 2227</box>
column-2-items <box>852 89 1120 2469</box>
dateline: لندن — <box>1364 204 1420 220</box>
dateline: بخارست — <box>1344 1131 1420 1148</box>
margin-page-number: ۶۴ <box>1436 1051 1476 1090</box>
news-text: بنا به اظهار روزنامه ... <box>940 260 1061 274</box>
ad-number: آ - ۸۴۶۷ <box>230 823 270 838</box>
news-text: ... <box>1034 1873 1053 1888</box>
dateline: شارلوا — <box>1048 2323 1120 2339</box>
news-text: ... <box>459 260 477 274</box>
news-item <box>291 859 558 1005</box>
ad-signature: محمد احسانی <box>57 977 149 994</box>
ad-title: آگهی مناقصه <box>57 303 270 323</box>
ads-list <box>50 89 277 1018</box>
news-item <box>1133 1724 1420 2018</box>
